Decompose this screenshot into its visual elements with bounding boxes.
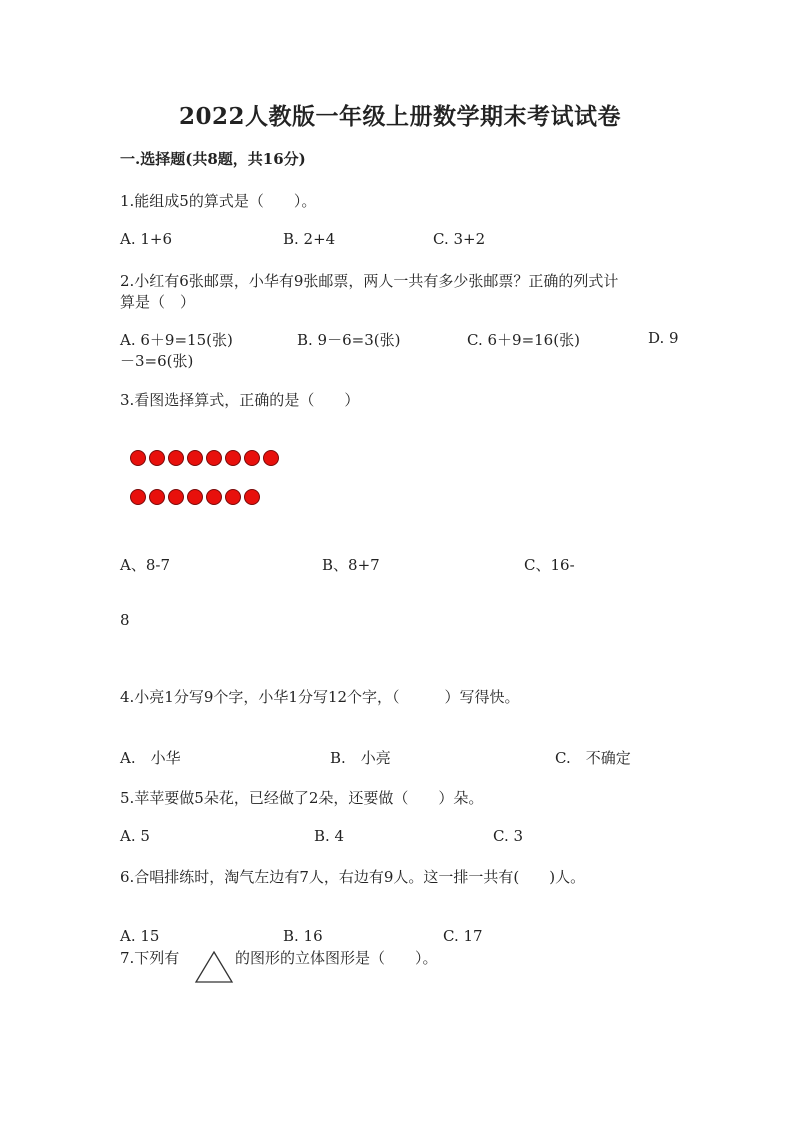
red-dot [130,450,146,466]
question-7-part2: 的图形的立体图形是（ ）。 [235,949,438,967]
dot-row-1 [130,450,279,466]
q3-option-c-cont: 8 [120,611,130,629]
question-3: 3.看图选择算式，正确的是（ ） [120,391,360,409]
q3-option-a: A、8-7 [120,556,170,574]
question-5: 5.苹苹要做5朵花，已经做了2朵，还要做（ ）朵。 [120,789,484,807]
q2-option-a: A. 6＋9=15(张) [120,331,233,349]
red-dot [244,489,260,505]
question-2-line1: 2.小红有6张邮票，小华有9张邮票，两人一共有多少张邮票？正确的列式计 [120,272,619,290]
red-dot [149,450,165,466]
question-1: 1.能组成5的算式是（ ）。 [120,192,317,210]
q6-option-b: B. 16 [283,927,323,945]
q1-option-a: A. 1+6 [120,230,173,248]
q4-option-a: A. 小华 [120,749,181,767]
red-dot [244,450,260,466]
q4-option-c: C. 不确定 [555,749,631,767]
q4-option-b: B. 小亮 [330,749,391,767]
question-4: 4.小亮1分写9个字，小华1分写12个字，（ ）写得快。 [120,688,520,706]
red-dot [149,489,165,505]
q1-option-b: B. 2+4 [283,230,336,248]
question-2-line2: 算是（ ） [120,293,196,311]
q3-option-c: C、16- [524,556,575,574]
red-dot [187,450,203,466]
q6-option-a: A. 15 [120,927,160,945]
red-dot [130,489,146,505]
red-dot [168,450,184,466]
q6-option-c: C. 17 [443,927,483,945]
red-dot [206,489,222,505]
red-dot [206,450,222,466]
q5-option-b: B. 4 [314,827,345,845]
section-heading: 一.选择题(共8题，共16分) [120,150,306,168]
red-dot [168,489,184,505]
q2-option-c: C. 6＋9=16(张) [467,331,580,349]
q3-option-b: B、8+7 [322,556,380,574]
q5-option-c: C. 3 [493,827,524,845]
red-dot [263,450,279,466]
q5-option-a: A. 5 [120,827,150,845]
q2-option-b: B. 9－6=3(张) [297,331,401,349]
red-dot [225,489,241,505]
triangle-icon [194,950,234,984]
red-dot [187,489,203,505]
q2-option-d-cont: －3=6(张) [120,352,194,370]
red-dot [225,450,241,466]
dot-row-2 [130,489,260,505]
question-7-part1: 7.下列有 [120,949,180,967]
q2-option-d: D. 9 [648,329,679,347]
page-title: 2022人教版一年级上册数学期末考试试卷 [178,103,621,130]
question-6: 6.合唱排练时，淘气左边有7人，右边有9人。这一排一共有( )人。 [120,868,586,886]
q1-option-c: C. 3+2 [433,230,486,248]
